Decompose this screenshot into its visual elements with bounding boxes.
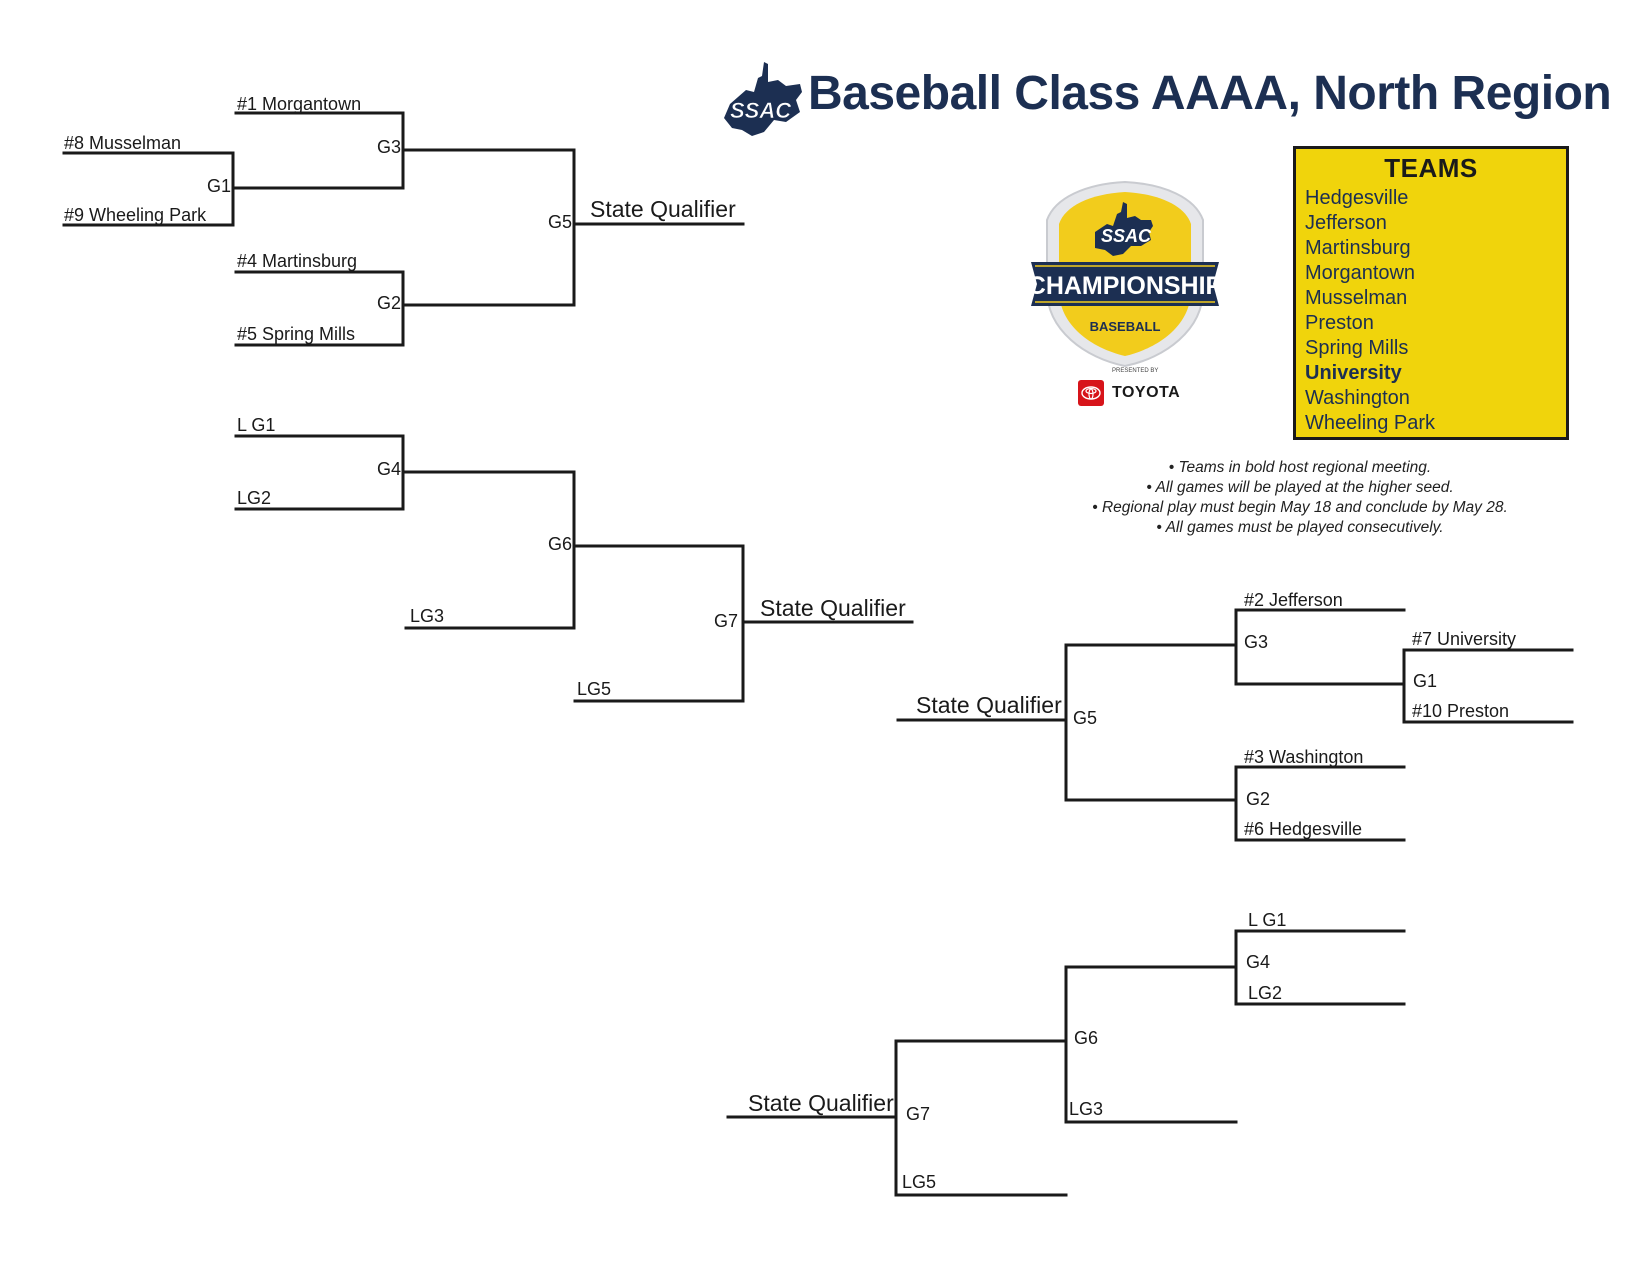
seed-9-label: #9 Wheeling Park — [64, 205, 207, 225]
game-g1-label: G1 — [207, 176, 232, 196]
loser-g2-label: LG2 — [237, 488, 272, 508]
loser-g2-label: LG2 — [1248, 983, 1283, 1003]
team-list-item: Jefferson — [1305, 212, 1387, 234]
team-list-item: Spring Mills — [1305, 337, 1409, 359]
right-losers-bracket — [728, 910, 1404, 1195]
state-qualifier-label: State Qualifier — [760, 595, 906, 621]
team-list-item: Preston — [1305, 312, 1374, 334]
game-g3-label: G3 — [1244, 632, 1269, 652]
ssac-wordmark: SSAC — [730, 98, 792, 123]
seed-6-label: #6 Hedgesville — [1244, 819, 1363, 839]
state-qualifier-label: State Qualifier — [748, 1090, 894, 1116]
left-winners-bracket — [64, 94, 743, 345]
badge-baseball-text: BASEBALL — [1089, 319, 1161, 334]
loser-g3-label: LG3 — [410, 606, 445, 626]
game-g7-label: G7 — [906, 1104, 931, 1124]
loser-g5-label: LG5 — [902, 1172, 937, 1192]
team-list-item: Morgantown — [1305, 262, 1416, 284]
game-g4-label: G4 — [1246, 952, 1271, 972]
game-g2-label: G2 — [377, 293, 402, 313]
game-g5-label: G5 — [1073, 708, 1098, 728]
loser-g5-label: LG5 — [577, 679, 612, 699]
game-g1-label: G1 — [1413, 671, 1438, 691]
game-g5-label: G5 — [548, 212, 573, 232]
game-g2-label: G2 — [1246, 789, 1271, 809]
team-list-item: Hedgesville — [1305, 187, 1409, 209]
state-qualifier-label: State Qualifier — [590, 196, 736, 222]
game-g6-label: G6 — [1074, 1028, 1099, 1048]
seed-8-label: #8 Musselman — [64, 133, 182, 153]
seed-4-label: #4 Martinsburg — [237, 251, 358, 271]
team-list-item: Martinsburg — [1305, 237, 1411, 259]
seed-7-label: #7 University — [1412, 629, 1517, 649]
teams-heading: TEAMS — [1384, 153, 1478, 183]
loser-g3-label: LG3 — [1069, 1099, 1104, 1119]
badge-championship-text: CHAMPIONSHIP — [1027, 272, 1223, 300]
team-list-item: Musselman — [1305, 287, 1408, 309]
game-g6-label: G6 — [548, 534, 573, 554]
toyota-emblem-icon — [1078, 380, 1104, 406]
game-g7-label: G7 — [714, 611, 739, 631]
loser-g1-label: L G1 — [237, 415, 276, 435]
seed-10-label: #10 Preston — [1412, 701, 1510, 721]
seed-1-label: #1 Morgantown — [237, 94, 362, 114]
loser-g1-label: L G1 — [1248, 910, 1287, 930]
left-losers-bracket — [236, 415, 912, 701]
note-line: • Teams in bold host regional meeting. — [1168, 459, 1432, 476]
note-line: • Regional play must begin May 18 and conclude by May 28. — [1092, 499, 1508, 516]
presented-by-text: PRESENTED BY — [1112, 368, 1159, 374]
ssac-logo — [716, 60, 806, 145]
toyota-logo — [1078, 380, 1180, 406]
game-g3-label: G3 — [377, 137, 402, 157]
page-title: Baseball Class AAAA, North Region — [808, 67, 1612, 120]
seed-2-label: #2 Jefferson — [1244, 590, 1343, 610]
state-qualifier-label: State Qualifier — [916, 692, 1062, 718]
team-list-item: University — [1305, 362, 1402, 384]
note-line: • All games will be played at the higher seed. — [1146, 479, 1454, 496]
championship-badge — [1025, 180, 1225, 375]
badge-ssac-text: SSAC — [1101, 226, 1152, 246]
right-winners-bracket — [898, 590, 1572, 840]
notes — [1060, 458, 1540, 538]
team-list-item: Washington — [1305, 387, 1410, 409]
team-list-item: Wheeling Park — [1305, 412, 1436, 434]
seed-3-label: #3 Washington — [1244, 747, 1364, 767]
teams-box — [1293, 146, 1569, 440]
game-g4-label: G4 — [377, 459, 402, 479]
toyota-wordmark: TOYOTA — [1112, 384, 1181, 401]
note-line: • All games must be played consecutively. — [1156, 519, 1444, 536]
teams-list — [1296, 186, 1566, 436]
seed-5-label: #5 Spring Mills — [237, 324, 356, 344]
